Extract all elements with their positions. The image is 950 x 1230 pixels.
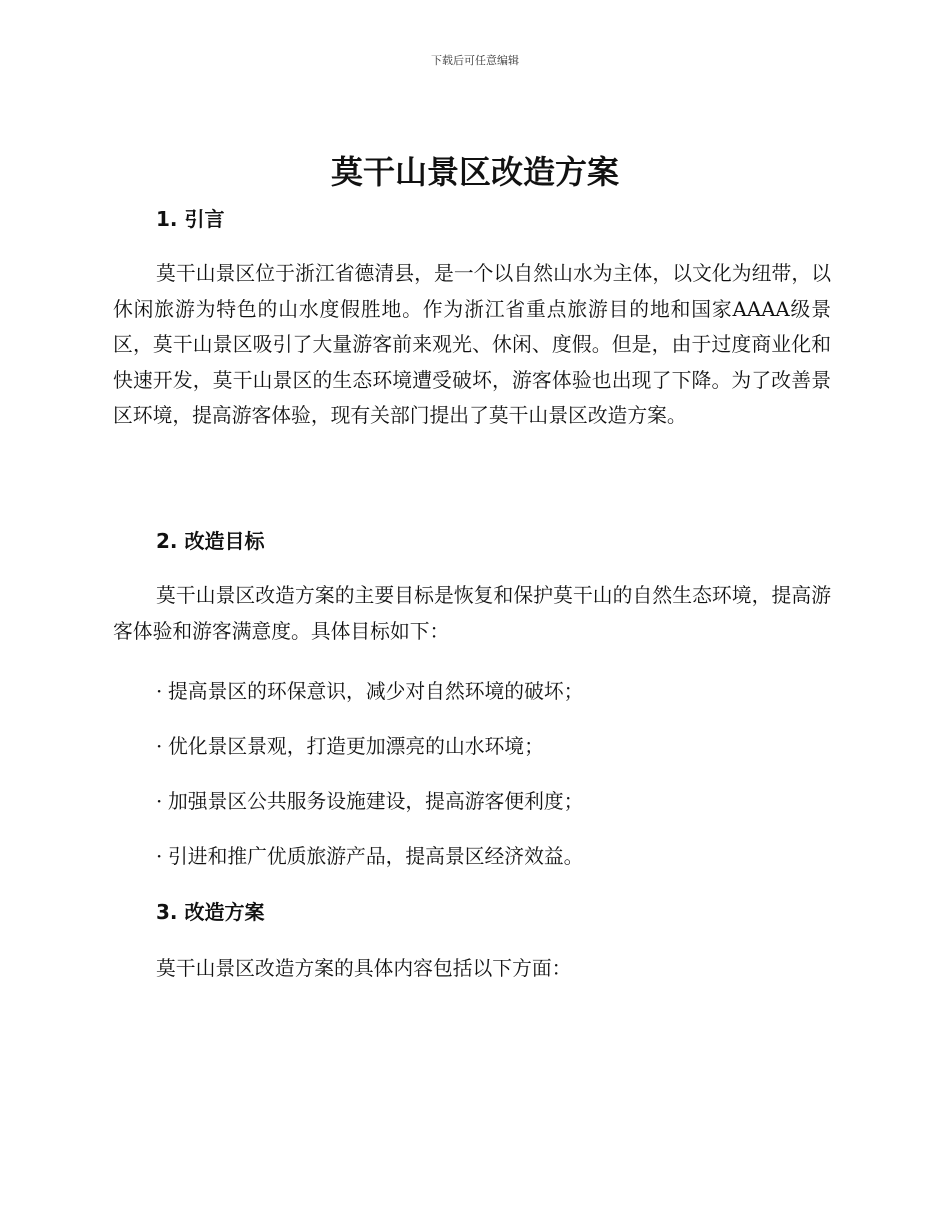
document-title: 莫干山景区改造方案 [330,153,619,191]
bullet-icon: · [156,735,163,758]
goal-list-item [156,843,836,871]
section-heading-goals: 2. 改造目标 [156,529,265,553]
plan-paragraph: 莫干山景区改造方案的具体内容包括以下方面： [156,957,572,980]
goal-list-item [156,678,836,706]
goal-list-item [156,733,836,761]
section-heading-plan: 3. 改造方案 [156,900,265,924]
bullet-icon: · [156,845,163,868]
goal-list-item-text: 优化景区景观，打造更加漂亮的山水环境； [168,735,544,758]
goal-list-item-text: 引进和推广优质旅游产品，提高景区经济效益。 [168,845,584,868]
goals-paragraph: 莫干山景区改造方案的主要目标是恢复和保护莫干山的自然生态环境，提高游客体验和游客满意度。具体目标如下： [113,584,831,643]
goal-list-item-text: 提高景区的环保意识，减少对自然环境的破坏； [168,680,584,703]
bullet-icon: · [156,790,163,813]
introduction-paragraph: 莫干山景区位于浙江省德清县，是一个以自然山水为主体，以文化为纽带，以休闲旅游为特色的山水度假胜地。作为浙江省重点旅游目的地和国家AAAA级景区，莫干山景区吸引了大量游客前来观光、休闲、度假。但是，由于过度商业化和快速开发，莫干山景区的生态环境遭受破坏，游客体验也出现了下降。为了改善景区环境，提高游客体验，现有关部门提出了莫干山景区改造方案。 [113,262,831,427]
goal-list-item-text: 加强景区公共服务设施建设，提高游客便利度； [168,790,584,813]
header-note: 下载后可任意编辑 [431,54,519,67]
bullet-icon: · [156,680,163,703]
goal-list-item [156,788,836,816]
section-heading-introduction: 1. 引言 [156,207,225,231]
